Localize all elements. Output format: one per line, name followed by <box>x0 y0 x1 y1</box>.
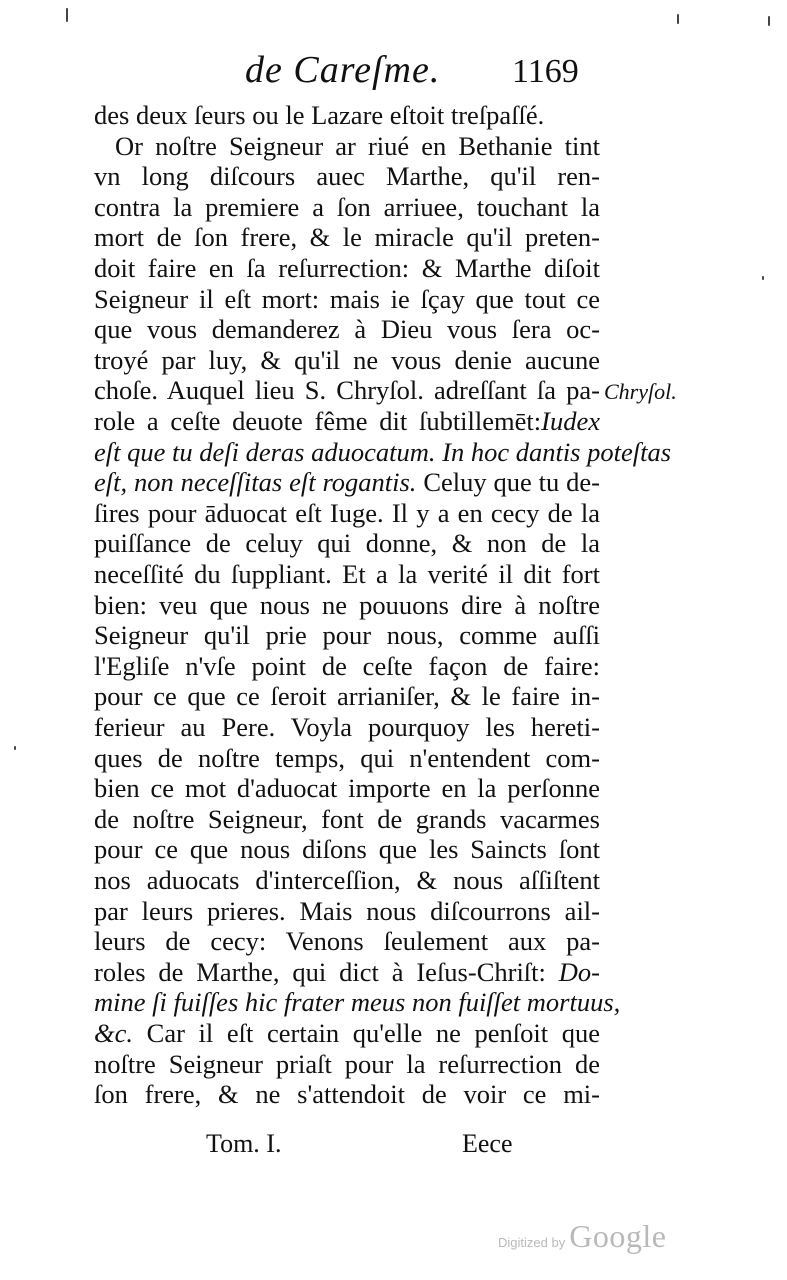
text-line-25: pour ce que nous diſons que les Saincts ſont <box>94 834 600 865</box>
text-line-31 <box>94 1018 600 1049</box>
text-line-13-french: Celuy que tu de- <box>423 467 600 498</box>
scan-speck <box>768 16 770 26</box>
text-line-26: nos aduocats d'interceſſion, & nous aſſiſtent <box>94 865 600 895</box>
margin-note-chrysol: Chryſol. <box>604 379 677 405</box>
text-line-32-seg-1: noſtre Seigneur priaſt pour la reſurrection de <box>94 1048 600 1079</box>
text-line-29 <box>94 957 600 988</box>
text-line-20: pour ce que ce ſeroit arrianiſer, & le faire in- <box>94 681 600 712</box>
text-line-29-seg-2: Do- <box>558 956 600 987</box>
running-head-title: de Careſme. <box>245 49 441 91</box>
text-line-16: neceſſité du ſuppliant. Et a la verité il dit fort <box>94 559 600 589</box>
scan-speck <box>66 8 68 22</box>
text-line-23: bien ce mot d'aduocat importe en la perſonne <box>94 773 600 804</box>
text-line-33-seg-1: ſon frere, & ne s'attendoit de voir ce mi- <box>94 1079 600 1110</box>
text-line-30-latin <box>94 987 621 1018</box>
footer-signature: Eece <box>462 1129 513 1158</box>
text-line-10: choſe. Auquel lieu S. Chryſol. adreſſant ſa pa- <box>94 375 600 406</box>
page-number: 1169 <box>512 53 579 90</box>
scan-speck <box>762 276 764 280</box>
text-line-30-latin-seg-1: mine ſi fuiſſes hic frater meus non fuiſſet mortuus, <box>94 987 621 1018</box>
text-line-24: de noſtre Seigneur, font de grands vacarmes <box>94 803 600 834</box>
google-logo: Google <box>569 1218 667 1254</box>
text-line-18: Seigneur qu'il prie pour nous, comme auſſi <box>94 620 600 651</box>
digitized-watermark <box>498 1218 666 1255</box>
text-line-12-latin: eſt que tu deſi deras aduocatum. In hoc dantis poteſtas <box>94 436 672 467</box>
text-line-22: ques de noſtre temps, qui n'entendent com- <box>94 742 600 773</box>
text-line-2: Or noſtre Seigneur ar riué en Bethanie tint <box>115 130 600 161</box>
text-line-5: mort de ſon frere, & le miracle qu'il preten- <box>94 222 600 253</box>
text-line-9: troyé par luy, & qu'il ne vous denie aucune <box>94 344 600 375</box>
text-line-32 <box>94 1049 600 1080</box>
latin-quote-start: Iudex <box>541 406 600 436</box>
text-line-11-french: role a ceſte deuote fême dit ſubtillemēt: <box>94 406 542 436</box>
text-line-13 <box>94 467 600 498</box>
footer-volume: Tom. I. <box>206 1129 282 1158</box>
text-line-31-seg-2: Car il eſt certain qu'elle ne penſoit que <box>146 1018 600 1048</box>
text-line-4: contra la premiere a ſon arriuee, touchant la <box>94 191 600 222</box>
text-line-14: ſires pour āduocat eſt Iuge. Il y a en cecy de la <box>94 497 600 528</box>
text-line-17: bien: veu que nous ne pouuons dire à noſtre <box>94 589 600 620</box>
text-line-1: des deux ſeurs ou le Lazare eſtoit treſpaſſé. <box>94 100 545 130</box>
latin-quote-end: eſt, non neceſſitas eſt rogantis. <box>94 467 417 498</box>
text-line-3: vn long diſcours auec Marthe, qu'il ren- <box>94 161 600 192</box>
text-line-29-seg-1: roles de Marthe, qui dict à Ieſus-Chriſt: <box>94 956 546 987</box>
scan-speck <box>677 14 679 24</box>
text-line-19: l'Egliſe n'vſe point de ceſte façon de faire: <box>94 650 600 681</box>
watermark-prefix: Digitized by <box>498 1235 566 1250</box>
scan-speck <box>14 746 16 750</box>
text-line-6: doit faire en ſa reſurrection: & Marthe diſoit <box>94 253 600 283</box>
text-line-33 <box>94 1079 600 1110</box>
text-line-27: par leurs prieres. Mais nous diſcourrons ail- <box>94 895 600 926</box>
text-line-8: que vous demanderez à Dieu vous ſera oc- <box>94 314 600 345</box>
text-line-21: ferieur au Pere. Voyla pourquoy les hereti- <box>94 712 600 742</box>
text-line-11 <box>94 406 600 437</box>
text-line-7: Seigneur il eſt mort: mais ie ſçay que tout ce <box>94 283 600 314</box>
text-line-15: puiſſance de celuy qui donne, & non de la <box>94 528 600 559</box>
text-line-28: leurs de cecy: Venons ſeulement aux pa- <box>94 926 600 957</box>
text-line-31-seg-1: &c. <box>94 1018 133 1048</box>
